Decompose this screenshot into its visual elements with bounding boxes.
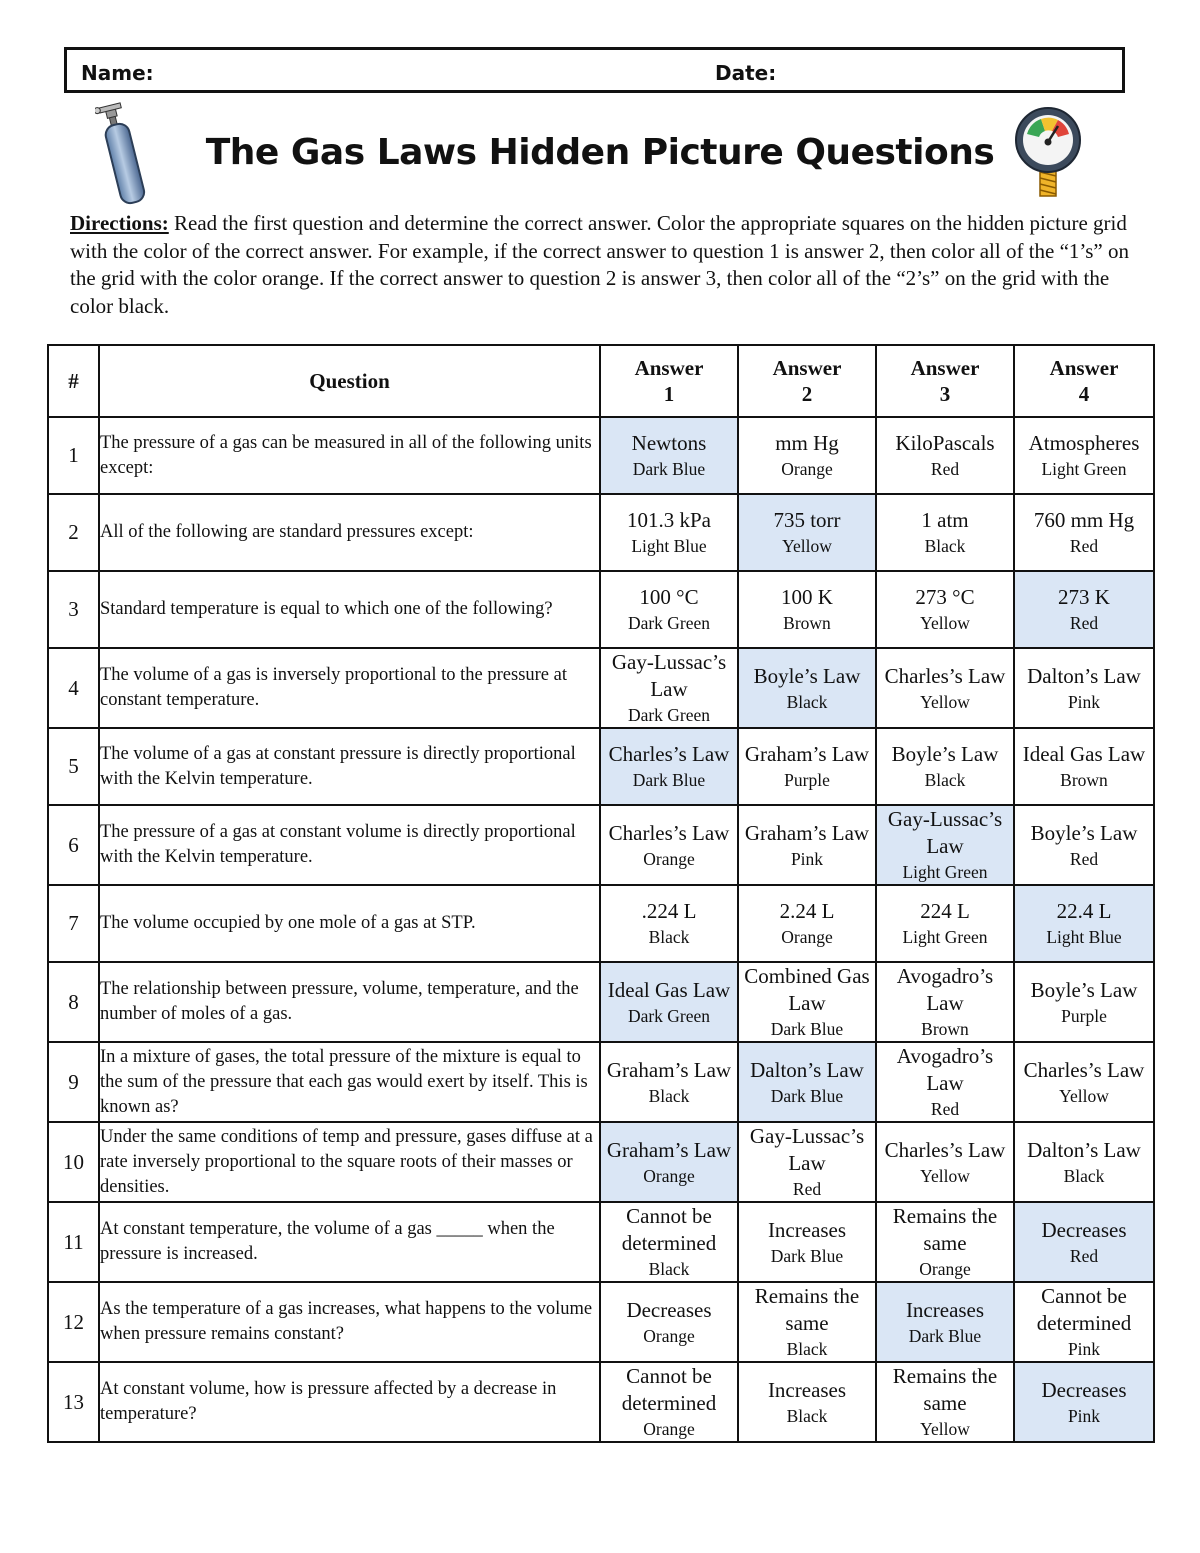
answer-text: Decreases [626, 1297, 712, 1322]
question-number: 10 [48, 1122, 99, 1202]
answer-color: Dark Blue [632, 459, 706, 479]
gas-tank-icon [95, 100, 165, 205]
question-text: All of the following are standard pressures except: [99, 494, 600, 571]
answer-color: Red [1069, 536, 1099, 556]
answer-color: Dark Blue [632, 770, 706, 790]
question-text: The volume of a gas at constant pressure is directly proportional with the Kelvin temperature. [99, 728, 600, 805]
answer-cell [876, 1202, 1014, 1282]
answer-text: Remains the same [754, 1284, 860, 1335]
answer-cell [876, 1042, 1014, 1122]
question-number: 9 [48, 1042, 99, 1122]
answer-color: Orange [781, 459, 833, 479]
answer-text: 273 °C [915, 585, 975, 609]
answer-cell [1014, 1282, 1154, 1362]
answer-text: Boyle’s Law [1030, 977, 1138, 1002]
answer-cell [876, 728, 1014, 805]
header-answer-2: Answer 2 [738, 345, 876, 417]
answer-cell [600, 1362, 738, 1442]
answer-cell [600, 728, 738, 805]
answer-text: Dalton’s Law [1027, 663, 1141, 688]
question-number: 6 [48, 805, 99, 885]
question-text: At constant temperature, the volume of a gas _____ when the pressure is increased. [99, 1202, 600, 1282]
answer-color: Dark Blue [770, 1085, 844, 1106]
answer-color: Yellow [782, 536, 832, 556]
answer-text: Gay-Lussac’s Law [611, 650, 727, 701]
question-text: Under the same conditions of temp and pressure, gases diffuse at a rate inversely proportional to the square roots of their masses or densities. [99, 1122, 600, 1202]
answer-cell [1014, 728, 1154, 805]
header-number: # [48, 345, 99, 417]
answer-cell [876, 571, 1014, 648]
question-text: At constant volume, how is pressure affected by a decrease in temperature? [99, 1362, 600, 1442]
answer-color: Dark Green [627, 613, 711, 633]
answer-text: Boyle’s Law [891, 742, 999, 766]
answer-cell [1014, 1202, 1154, 1282]
answer-text: .224 L [641, 899, 697, 923]
answer-text: Boyle’s Law [753, 663, 861, 688]
answer-text: Dalton’s Law [750, 1057, 864, 1082]
answer-text: Gay-Lussac’s Law [749, 1124, 865, 1175]
directions-text: Read the first question and determine the correct answer. Color the appropriate squares on the hidden picture grid with the color of the correct answer. For example, if the correct answer to question 1 is answer 2, then color all of the “1’s” on the grid with the color orange. If the correct answer to question 2 is answer 3, then color all of the “2’s” on the grid with the color black. [70, 211, 1129, 318]
answer-text: Avogadro’s Law [896, 964, 994, 1015]
table-row [48, 494, 1154, 571]
answer-text: Increases [905, 1297, 985, 1322]
answer-color: Orange [643, 1325, 695, 1346]
answer-cell [876, 962, 1014, 1042]
answer-cell [1014, 962, 1154, 1042]
question-number: 4 [48, 648, 99, 728]
answer-text: Cannot be determined [621, 1364, 717, 1415]
answer-color: Orange [643, 848, 695, 869]
question-text: Standard temperature is equal to which one of the following? [99, 571, 600, 648]
answer-color: Red [930, 459, 960, 479]
answer-text: Newtons [631, 431, 707, 455]
table-row [48, 417, 1154, 494]
answer-cell [738, 962, 876, 1042]
answer-text: 22.4 L [1056, 899, 1112, 923]
answer-text: Cannot be determined [621, 1204, 717, 1255]
table-row [48, 648, 1154, 728]
answer-text: Increases [767, 1377, 847, 1402]
answer-cell [1014, 494, 1154, 571]
table-row [48, 728, 1154, 805]
answer-cell [600, 1282, 738, 1362]
answer-text: Boyle’s Law [1030, 820, 1138, 845]
answer-cell [600, 885, 738, 962]
answer-text: Ideal Gas Law [1022, 742, 1146, 766]
answer-cell [738, 728, 876, 805]
answer-cell [876, 417, 1014, 494]
answer-color: Black [786, 1339, 828, 1359]
answer-text: 100 K [781, 585, 833, 609]
answer-color: Black [924, 536, 966, 556]
table-row [48, 1362, 1154, 1442]
answer-cell [600, 805, 738, 885]
answer-text: Decreases [1041, 1377, 1127, 1402]
answer-cell [1014, 1042, 1154, 1122]
answer-cell [738, 571, 876, 648]
answer-color: Orange [919, 1259, 971, 1279]
answer-cell [738, 1282, 876, 1362]
answer-color: Black [924, 770, 966, 790]
directions-label: Directions: [70, 211, 169, 235]
question-number: 5 [48, 728, 99, 805]
header-question: Question [99, 345, 600, 417]
answer-text: mm Hg [775, 431, 839, 455]
pressure-gauge-icon [1008, 104, 1088, 204]
answer-color: Pink [790, 848, 824, 869]
answer-cell [876, 885, 1014, 962]
answer-color: Yellow [920, 691, 970, 712]
header-answer-3: Answer 3 [876, 345, 1014, 417]
table-row [48, 1122, 1154, 1202]
question-text: In a mixture of gases, the total pressure of the mixture is equal to the sum of the pressure that each gas would exert by itself. This is known as? [99, 1042, 600, 1122]
answer-color: Light Green [902, 862, 988, 882]
answer-color: Yellow [920, 1165, 970, 1186]
header-answer-1: Answer 1 [600, 345, 738, 417]
question-text: The pressure of a gas at constant volume is directly proportional with the Kelvin temperature. [99, 805, 600, 885]
answer-cell [600, 1042, 738, 1122]
answer-color: Black [786, 1405, 828, 1426]
answer-cell [738, 1202, 876, 1282]
answer-color: Light Green [1041, 459, 1127, 479]
table-row [48, 1282, 1154, 1362]
answer-color: Pink [1067, 691, 1101, 712]
answer-color: Orange [643, 1165, 695, 1186]
answer-color: Red [1069, 1245, 1099, 1266]
question-number: 13 [48, 1362, 99, 1442]
answer-color: Orange [781, 927, 833, 947]
answer-cell [738, 494, 876, 571]
answer-cell [738, 1362, 876, 1442]
answer-text: Charles’s Law [608, 820, 730, 845]
answer-color: Black [648, 1259, 690, 1279]
answer-color: Dark Blue [770, 1245, 844, 1266]
answer-text: 2.24 L [779, 899, 835, 923]
table-row [48, 885, 1154, 962]
answer-text: Charles’s Law [884, 1137, 1006, 1162]
answer-color: Dark Green [627, 1005, 711, 1026]
answer-text: 273 K [1058, 585, 1110, 609]
answer-text: Graham’s Law [744, 742, 870, 766]
table-row [48, 962, 1154, 1042]
page-title: The Gas Laws Hidden Picture Questions [205, 132, 995, 173]
answer-text: Remains the same [892, 1364, 998, 1415]
answer-cell [876, 805, 1014, 885]
question-number: 7 [48, 885, 99, 962]
answer-text: Increases [767, 1217, 847, 1242]
answer-text: Cannot be determined [1036, 1284, 1132, 1335]
answer-cell [876, 1362, 1014, 1442]
answer-text: Atmospheres [1028, 431, 1140, 455]
answer-cell [600, 494, 738, 571]
answer-text: 735 torr [773, 508, 841, 532]
question-text: The relationship between pressure, volume, temperature, and the number of moles of a gas. [99, 962, 600, 1042]
answer-color: Black [648, 927, 690, 947]
header-answer-4: Answer 4 [1014, 345, 1154, 417]
table-row [48, 571, 1154, 648]
answer-text: Charles’s Law [1023, 1057, 1145, 1082]
answer-text: 100 °C [639, 585, 699, 609]
answer-cell [1014, 805, 1154, 885]
answer-cell [738, 885, 876, 962]
answer-text: 101.3 kPa [627, 508, 711, 532]
answer-cell [1014, 1362, 1154, 1442]
answer-color: Light Green [902, 927, 988, 947]
question-number: 3 [48, 571, 99, 648]
date-label: Date: [715, 61, 777, 85]
answer-cell [738, 417, 876, 494]
answer-color: Black [1063, 1165, 1105, 1186]
answer-color: Light Blue [1046, 927, 1122, 947]
question-number: 11 [48, 1202, 99, 1282]
answer-text: Charles’s Law [884, 663, 1006, 688]
answer-text: Decreases [1041, 1217, 1127, 1242]
answer-cell [1014, 885, 1154, 962]
answer-cell [600, 1202, 738, 1282]
directions [70, 210, 1140, 320]
answer-color: Brown [783, 613, 831, 633]
answer-cell [876, 494, 1014, 571]
answer-cell [738, 1122, 876, 1202]
answer-color: Red [1069, 848, 1099, 869]
answer-cell [600, 417, 738, 494]
answer-cell [876, 648, 1014, 728]
answer-text: Graham’s Law [606, 1137, 732, 1162]
answer-text: 760 mm Hg [1033, 508, 1135, 532]
answer-cell [876, 1122, 1014, 1202]
answer-color: Red [930, 1099, 960, 1119]
answer-color: Pink [1067, 1339, 1101, 1359]
answer-color: Light Blue [631, 536, 707, 556]
answer-cell [1014, 648, 1154, 728]
answer-text: KiloPascals [895, 431, 995, 455]
question-number: 12 [48, 1282, 99, 1362]
table-row [48, 805, 1154, 885]
answer-color: Dark Green [627, 705, 711, 725]
answer-text: Graham’s Law [606, 1057, 732, 1082]
answer-cell [876, 1282, 1014, 1362]
table-row [48, 1202, 1154, 1282]
answer-color: Purple [1061, 1005, 1107, 1026]
answer-color: Black [648, 1085, 690, 1106]
answer-text: 224 L [920, 899, 970, 923]
answer-text: Remains the same [892, 1204, 998, 1255]
answer-text: Combined Gas Law [744, 964, 870, 1015]
questions-table [47, 344, 1155, 1443]
name-label: Name: [81, 61, 154, 85]
answer-text: Gay-Lussac’s Law [887, 807, 1003, 858]
answer-color: Yellow [920, 613, 970, 633]
question-text: The pressure of a gas can be measured in all of the following units except: [99, 417, 600, 494]
answer-text: Ideal Gas Law [607, 977, 731, 1002]
answer-color: Dark Blue [770, 1019, 844, 1039]
answer-cell [600, 962, 738, 1042]
answer-cell [1014, 1122, 1154, 1202]
answer-color: Yellow [1059, 1085, 1109, 1106]
answer-cell [738, 805, 876, 885]
answer-color: Purple [784, 770, 830, 790]
answer-cell [738, 1042, 876, 1122]
answer-cell [600, 1122, 738, 1202]
question-text: The volume of a gas is inversely proportional to the pressure at constant temperature. [99, 648, 600, 728]
answer-color: Orange [643, 1419, 695, 1439]
answer-color: Yellow [920, 1419, 970, 1439]
name-date-box [64, 47, 1125, 93]
answer-text: Avogadro’s Law [896, 1044, 994, 1095]
answer-color: Brown [921, 1019, 969, 1039]
question-text: The volume occupied by one mole of a gas at STP. [99, 885, 600, 962]
question-text: As the temperature of a gas increases, what happens to the volume when pressure remains constant? [99, 1282, 600, 1362]
answer-color: Pink [1067, 1405, 1101, 1426]
answer-color: Brown [1060, 770, 1108, 790]
answer-color: Red [792, 1179, 822, 1199]
answer-text: 1 atm [921, 508, 969, 532]
table-header-row [48, 345, 1154, 417]
answer-cell [600, 571, 738, 648]
question-number: 1 [48, 417, 99, 494]
table-row [48, 1042, 1154, 1122]
question-number: 8 [48, 962, 99, 1042]
answer-cell [1014, 417, 1154, 494]
answer-color: Dark Blue [908, 1325, 982, 1346]
answer-text: Dalton’s Law [1027, 1137, 1141, 1162]
answer-color: Red [1069, 613, 1099, 633]
answer-cell [600, 648, 738, 728]
answer-color: Black [786, 691, 828, 712]
answer-cell [738, 648, 876, 728]
answer-cell [1014, 571, 1154, 648]
answer-text: Charles’s Law [608, 742, 730, 766]
answer-text: Graham’s Law [744, 820, 870, 845]
question-number: 2 [48, 494, 99, 571]
